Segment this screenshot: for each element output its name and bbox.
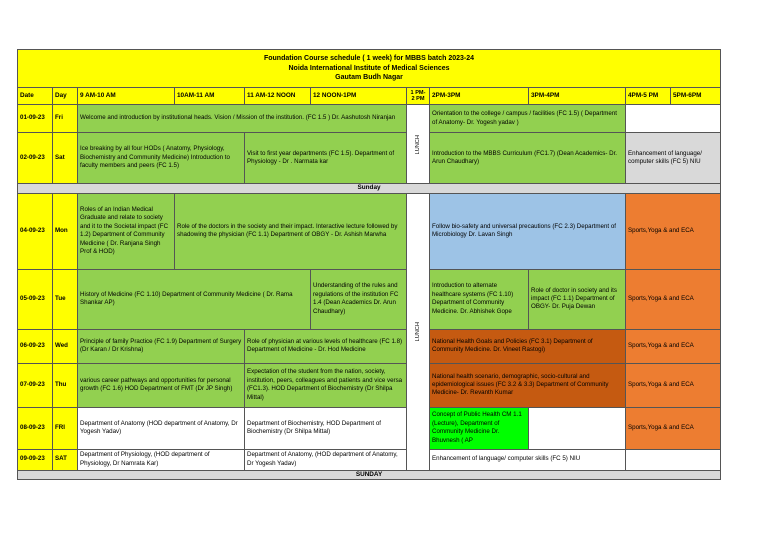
row-date: 07-09-23 (18, 363, 53, 407)
session-cell: Welcome and introduction by institutional heads. Vision / Mission of the institution. (FC 1.5 ) Dr. Aashutosh Niranjan (78, 105, 407, 133)
session-cell: National Health Goals and Policies (FC 3.1) Department of Community Medicine. Dr. Vineet Rastogi) (430, 329, 626, 363)
title-line-2: Noida International Institute of Medical Sciences (288, 64, 450, 72)
table-row (18, 269, 721, 329)
session-cell: Principle of family Practice (FC 1.9) Department of Surgery (Dr Karan / Dr Krishna) (78, 329, 245, 363)
lunch-label: LUNCH (414, 134, 421, 155)
row-date: 09-09-23 (18, 449, 53, 470)
row-day: FRI (53, 407, 78, 449)
header-3pm: 3PM-4PM (529, 88, 626, 105)
sunday-row (18, 184, 721, 194)
empty-cell (626, 105, 721, 133)
session-cell: National health scenario, demographic, socio-cultural and epidemiological issues (FC 3.2 & 3.3) Department of Community Medicine- Dr. Revanth Kumar (430, 363, 626, 407)
table-row (18, 193, 721, 269)
row-date: 02-09-23 (18, 133, 53, 184)
header-10am: 10AM-11 AM (175, 88, 245, 105)
table-row (18, 449, 721, 470)
row-date: 08-09-23 (18, 407, 53, 449)
session-cell: Sports,Yoga & and ECA (626, 407, 721, 449)
title-cell (18, 50, 721, 88)
row-day: Thu (53, 363, 78, 407)
session-cell: Role of physician at various levels of healthcare (FC 1.8) Department of Medicine - Dr. Hod Medicine (245, 329, 407, 363)
session-cell: Introduction to the MBBS Curriculum (FC1.7) (Dean Academics- Dr. Arun Chaudhary) (430, 133, 626, 184)
session-cell: Department of Biochemistry, HOD Department of Biochemistry (Dr Shilpa Mittal) (245, 407, 407, 449)
header-9am: 9 AM-10 AM (78, 88, 175, 105)
session-cell: Orientation to the college / campus / facilities (FC 1.5) ( Department of Anatomy- Dr. Yogesh yadav ) (430, 105, 626, 133)
table-row (18, 329, 721, 363)
row-date: 05-09-23 (18, 269, 53, 329)
session-cell: Department of Anatomy (HOD department of Anatomy, Dr Yogesh Yadav) (78, 407, 245, 449)
title-line-3: Gautam Budh Nagar (335, 74, 403, 82)
lunch-label: LUNCH (414, 322, 421, 342)
row-day: Wed (53, 329, 78, 363)
session-cell: Understanding of the rules and regulations of the institution FC 1.4 (Dean Academics Dr. Arun Chaudhary) (311, 269, 407, 329)
header-2pm: 2PM-3PM (430, 88, 529, 105)
schedule-sheet (17, 49, 720, 480)
row-date: 06-09-23 (18, 329, 53, 363)
lunch-cell (407, 193, 430, 470)
session-cell: Department of Anatomy, (HOD department of Anatomy, Dr Yogesh Yadav) (245, 449, 407, 470)
empty-cell (529, 407, 626, 449)
session-cell: Role of the doctors in the society and their impact. Interactive lecture followed by shadowing the physician (FC 1.1) Department of OBGY - Dr. Ashish Marwha (175, 193, 407, 269)
session-cell: Sports,Yoga & and ECA (626, 193, 721, 269)
session-cell: Enhancement of language/ computer skills (FC 5) NIU (626, 133, 721, 184)
lunch-cell (407, 105, 430, 184)
title-row (18, 50, 721, 88)
session-cell: Expectation of the student from the nation, society, institution, peers, colleagues and patients and vice versa (FC1.3). HOD Department of Biochemistry (Dr Shilpa Mittal) (245, 363, 407, 407)
header-11am: 11 AM-12 NOON (245, 88, 311, 105)
session-cell: History of Medicine (FC 1.10) Department of Community Medicine ( Dr. Rama Shankar AP) (78, 269, 311, 329)
session-cell: Follow bio-safety and universal precautions (FC 2.3) Department of Microbiology Dr. Lavan Singh (430, 193, 626, 269)
header-12noon: 12 NOON-1PM (311, 88, 407, 105)
sunday-label: SUNDAY (18, 470, 721, 480)
empty-cell (626, 449, 721, 470)
row-day: SAT (53, 449, 78, 470)
session-cell: Sports,Yoga & and ECA (626, 269, 721, 329)
table-row (18, 105, 721, 133)
row-day: Tue (53, 269, 78, 329)
session-cell: Roles of an Indian Medical Graduate and relate to society and it to the Societal impact (FC 1.2) Department of Community Medicine ( Dr. Ranjana Singh Prof & HOD) (78, 193, 175, 269)
session-cell: Role of doctor in society and its impact (FC 1.1) Department of OBGY- Dr. Puja Dewan (529, 269, 626, 329)
schedule-table (17, 49, 721, 480)
session-cell: Sports,Yoga & and ECA (626, 329, 721, 363)
row-day: Sat (53, 133, 78, 184)
header-date: Date (18, 88, 53, 105)
header-5pm: 5PM-6PM (671, 88, 721, 105)
session-cell: Concept of Public Health CM 1.1 (Lecture), Department of Community Medicine Dr. Bhuvnesh ( AP (430, 407, 529, 449)
row-date: 01-09-23 (18, 105, 53, 133)
session-cell: Visit to first year departments (FC 1.5). Department of Physiology - Dr . Narmata kar (245, 133, 407, 184)
header-4pm: 4PM-5 PM (626, 88, 671, 105)
row-date: 04-09-23 (18, 193, 53, 269)
session-cell: Ice breaking by all four HODs ( Anatomy, Physiology, Biochemistry and Community Medicine) Introduction to faculty members and peers (FC 1.5) (78, 133, 245, 184)
session-cell: Sports,Yoga & and ECA (626, 363, 721, 407)
header-1pm: 1 PM-2 PM (407, 88, 430, 105)
row-day: Fri (53, 105, 78, 133)
sunday-label: Sunday (18, 184, 721, 194)
session-cell: Enhancement of language/ computer skills (FC 5) NIU (430, 449, 626, 470)
sunday-row (18, 470, 721, 480)
header-row (18, 88, 721, 105)
row-day: Mon (53, 193, 78, 269)
title-line-1: Foundation Course schedule ( 1 week) for MBBS batch 2023-24 (263, 55, 475, 63)
table-row (18, 363, 721, 407)
table-row (18, 407, 721, 449)
session-cell: Department of Physiology, (HOD department of Physiology, Dr Namrata Kar) (78, 449, 245, 470)
session-cell: Introduction to alternate healthcare systems (FC 1.10) Department of Community Medicine. Dr. Abhishek Gope (430, 269, 529, 329)
table-row (18, 133, 721, 184)
header-day: Day (53, 88, 78, 105)
session-cell: various career pathways and opportunities for personal growth (FC 1.6) HOD Department of FMT (Dr JP Singh) (78, 363, 245, 407)
